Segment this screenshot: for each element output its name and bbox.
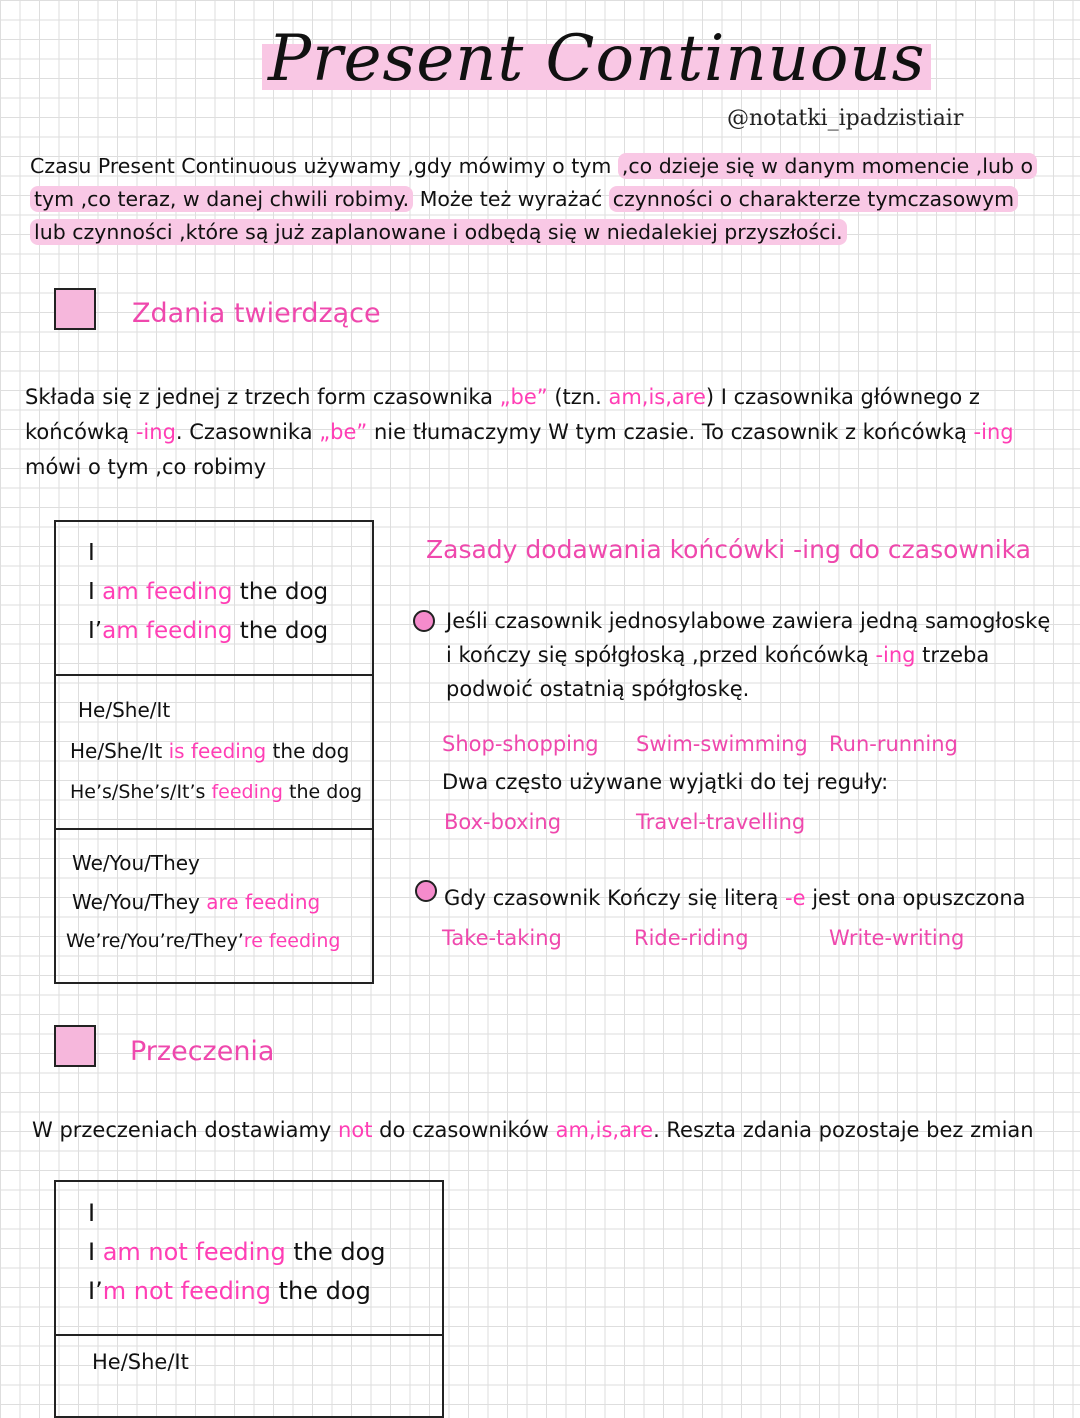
text: the dog (232, 579, 329, 605)
bullet-circle-icon (415, 880, 437, 902)
rule-line: podwoić ostatnią spółgłoskę. (446, 677, 750, 701)
text: I’ (88, 1277, 103, 1305)
text: I’ (88, 618, 103, 644)
section-marker-square (54, 288, 96, 330)
rule-line (446, 638, 1076, 672)
text: I (88, 1238, 103, 1266)
example-write: Write-writing (829, 926, 965, 950)
table-cell-i (56, 1182, 442, 1321)
keyword: am,is,are (555, 1118, 654, 1142)
rule-2-text (444, 886, 1026, 910)
text: We/You/They (72, 890, 207, 914)
section-title-negative: Przeczenia (130, 1036, 275, 1067)
author-handle: @notatki_ipadzistiair (727, 106, 964, 131)
table-cell-he-she-it (56, 1336, 442, 1384)
rule-1-text (446, 604, 1076, 706)
text: the dog (283, 781, 363, 803)
intro-text: Może też wyrażać (413, 187, 609, 211)
intro-highlight: lub czynności ,które są już zaplanowane i odbędą się w niedalekiej przyszłości. (30, 219, 847, 245)
keyword: am,is,are (608, 385, 706, 409)
keyword: -ing (973, 420, 1014, 444)
text: . Czasownika (175, 420, 320, 444)
page-title: Present Continuous (262, 22, 931, 96)
text: He’s/She’s/It’s (70, 781, 212, 803)
example-line (88, 1233, 432, 1272)
text: the dog (285, 1238, 386, 1266)
example-line (66, 922, 362, 961)
negative-description (32, 1118, 1034, 1142)
row-head: I (88, 1199, 96, 1227)
exception-box: Box-boxing (444, 810, 562, 834)
table-cell-we-you-they (56, 830, 372, 971)
text: the dog (271, 1277, 371, 1305)
row-head: He/She/It (78, 698, 171, 722)
text: I (88, 579, 103, 605)
text: We’re/You’re/They’ (66, 930, 244, 952)
exceptions-label: Dwa często używane wyjątki do tej reguły: (442, 770, 889, 794)
section-title-affirmative: Zdania twierdzące (132, 298, 381, 329)
intro-highlight: czynności o charakterze tymczasowym (609, 186, 1018, 212)
affirmative-table (54, 520, 374, 984)
text: (tzn. (547, 385, 609, 409)
keyword: re feeding (243, 930, 341, 952)
intro-highlight: tym ,co teraz, w danej chwili robimy. (30, 186, 413, 212)
text: i kończy się spółgłoską ,przed końcówką (446, 643, 876, 667)
example-line (88, 1272, 432, 1311)
row-head: I (88, 540, 95, 566)
example-line (88, 612, 362, 651)
text: ) I czasownika głównego z końcówką (25, 385, 980, 444)
keyword: -ing (135, 420, 176, 444)
keyword: is feeding (168, 739, 267, 763)
intro-paragraph (30, 150, 1060, 249)
keyword: are feeding (206, 890, 321, 914)
text: do czasowników (372, 1118, 556, 1142)
affirmative-description (25, 380, 1065, 485)
keyword: „be” (499, 385, 548, 409)
keyword: -ing (875, 643, 916, 667)
intro-text: Czasu Present Continuous używamy ,gdy mówimy o tym (30, 154, 618, 178)
intro-highlight: ,co dzieje się w danym momencie ,lub o (618, 153, 1037, 179)
keyword: not (338, 1118, 373, 1142)
example-line (70, 772, 362, 813)
keyword: m not feeding (102, 1277, 271, 1305)
text: mówi o tym ,co robimy (25, 455, 267, 479)
text: jest ona opuszczona (805, 886, 1026, 910)
keyword: am feeding (102, 579, 233, 605)
text: nie tłumaczymy W tym czasie. To czasownik z końcówką (367, 420, 974, 444)
keyword: am not feeding (102, 1238, 286, 1266)
rules-title: Zasady dodawania końcówki -ing do czasownika (426, 535, 1032, 564)
example-line (72, 883, 362, 922)
keyword: feeding (211, 781, 283, 803)
bullet-circle-icon (413, 610, 435, 632)
example-take: Take-taking (442, 926, 562, 950)
section-marker-square (54, 1025, 96, 1067)
example-run: Run-running (829, 732, 958, 756)
text: the dog (266, 739, 350, 763)
negative-table (54, 1180, 444, 1418)
text: . Reszta zdania pozostaje bez zmian (653, 1118, 1034, 1142)
text: Składa się z jednej z trzech form czasownika (25, 385, 500, 409)
table-cell-i (56, 522, 372, 661)
exception-travel: Travel-travelling (636, 810, 806, 834)
text: Gdy czasownik Kończy się literą (444, 886, 786, 910)
keyword: -e (785, 886, 806, 910)
row-head: He/She/It (92, 1350, 189, 1374)
example-line (70, 731, 362, 772)
text: He/She/It (70, 739, 169, 763)
text: the dog (232, 618, 329, 644)
rule-line: Jeśli czasownik jednosylabowe zawiera jedną samogłoskę (446, 609, 1051, 633)
example-swim: Swim-swimming (636, 732, 808, 756)
keyword: am feeding (102, 618, 233, 644)
example-line (88, 573, 362, 612)
text: trzeba (915, 643, 990, 667)
row-head: We/You/They (72, 851, 200, 875)
keyword: „be” (319, 420, 368, 444)
example-shop: Shop-shopping (442, 732, 599, 756)
text: W przeczeniach dostawiamy (32, 1118, 339, 1142)
example-ride: Ride-riding (634, 926, 749, 950)
table-cell-he-she-it (56, 676, 372, 823)
